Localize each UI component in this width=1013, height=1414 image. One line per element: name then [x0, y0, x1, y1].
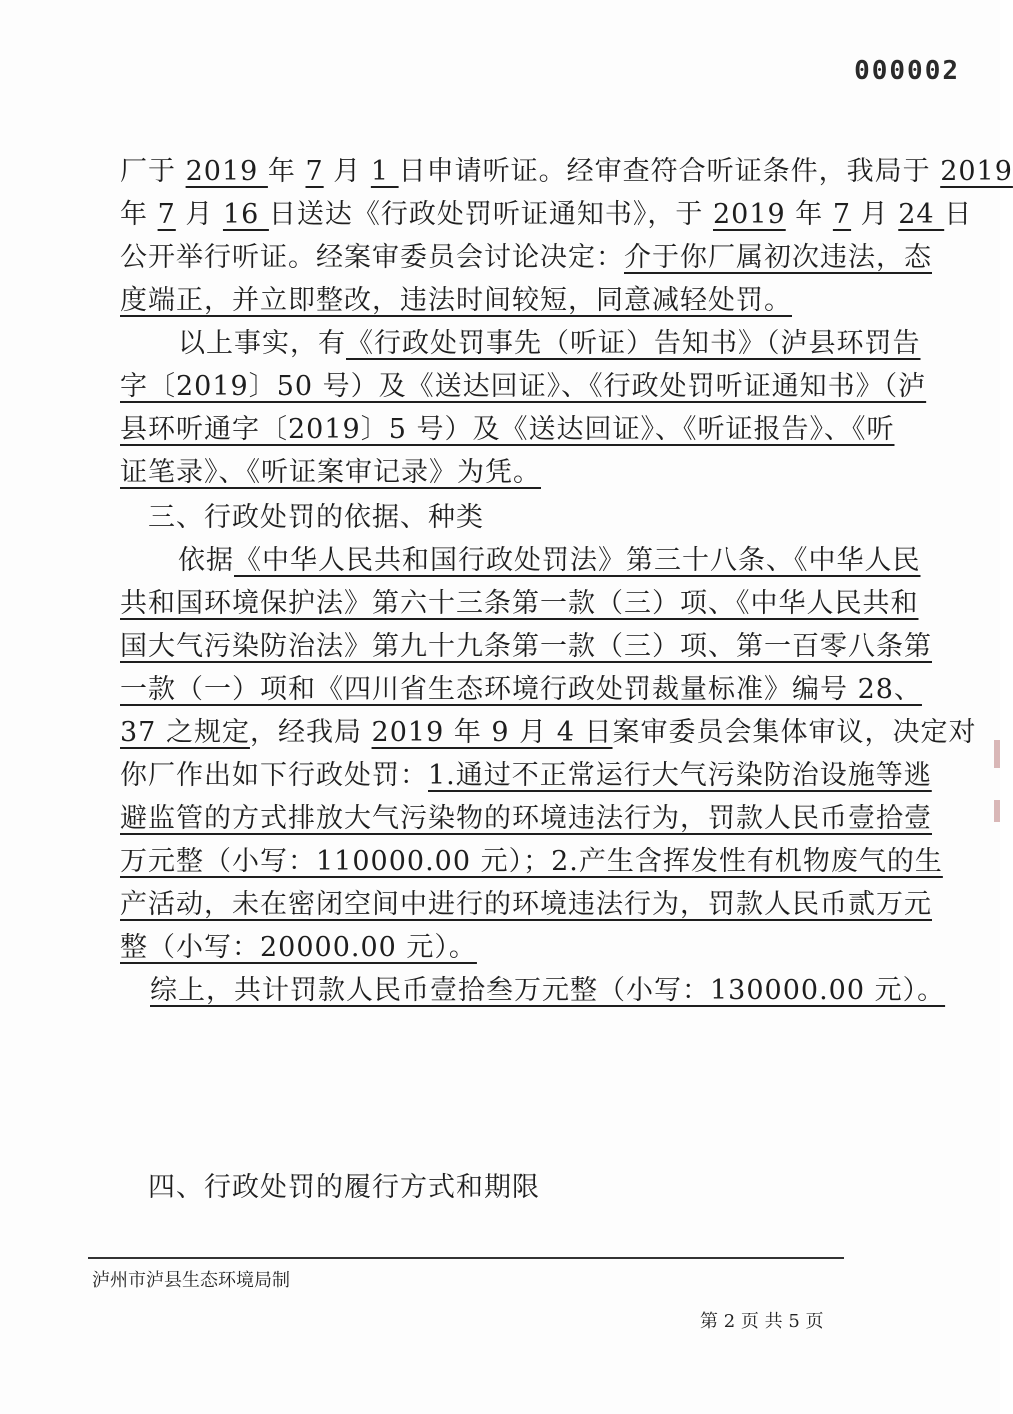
underlined-text: 2019 — [185, 156, 268, 187]
text-line — [120, 969, 946, 1012]
text-line — [120, 451, 910, 494]
section-heading: 三、行政处罚的依据、种类 — [148, 502, 484, 533]
section-heading: 四、行政处罚的履行方式和期限 — [148, 1172, 540, 1203]
underlined-text: 介于你厂属初次违法，态 — [624, 242, 932, 273]
plain-text: 年 — [267, 156, 306, 187]
underlined-text: 2019 — [940, 156, 1013, 187]
underlined-text: 《中华人民共和国行政处罚法》第三十八条、《中华人民 — [234, 545, 921, 576]
plain-text: 年 — [120, 199, 158, 230]
plain-text: 公开举行听证。经案审委员会讨论决定： — [120, 242, 624, 273]
underlined-text: 2019 — [713, 199, 786, 230]
plain-text: 以上事实，有 — [178, 328, 346, 359]
underlined-text: 证笔录》、《听证案审记录》为凭。 — [120, 457, 541, 488]
underlined-text: 一款（一）项和《四川省生态环境行政处罚裁量标准》编号 28、 — [120, 674, 922, 705]
page-stamp-number: 000002 — [854, 56, 960, 86]
plain-text: 依据 — [178, 545, 234, 576]
text-line — [120, 711, 977, 754]
text-line — [120, 150, 1013, 193]
text-line — [120, 408, 910, 451]
underlined-text: 37 之规定 — [120, 717, 250, 748]
underlined-text: 24 — [898, 199, 945, 230]
underlined-text: 避监管的方式排放大气污染物的环境违法行为，罚款人民币壹拾壹 — [120, 803, 932, 834]
underlined-text: 字〔2019〕50 号）及《送达回证》、《行政处罚听证通知书》（泸 — [120, 371, 927, 402]
text-line — [120, 236, 932, 279]
underlined-text: 综上，共计罚款人民币壹拾叁万元整（小写：130000.00 元）。 — [150, 975, 946, 1006]
plain-text: 月 — [851, 199, 899, 230]
document-body — [120, 150, 1013, 1012]
underlined-text: 1 — [370, 156, 399, 187]
plain-text: 案审委员会集体审议，决定对 — [612, 717, 977, 748]
text-line — [120, 582, 919, 625]
text-line — [120, 279, 910, 322]
footer-organization: 泸州市泸县生态环境局制 — [92, 1270, 290, 1291]
plain-text: 日 — [944, 199, 973, 230]
text-line — [120, 193, 973, 236]
underlined-text: 产活动，未在密闭空间中进行的环境违法行为，罚款人民币贰万元 — [120, 889, 932, 920]
text-line — [120, 539, 921, 582]
plain-text: 月 — [175, 199, 223, 230]
underlined-text: 万元整（小写：110000.00 元）；2.产生含挥发性有机物废气的生 — [120, 846, 943, 877]
text-line — [120, 883, 932, 926]
text-line — [120, 754, 932, 797]
plain-text: 你厂作出如下行政处罚： — [120, 760, 428, 791]
plain-text: 年 — [785, 199, 833, 230]
text-line — [120, 322, 921, 365]
underlined-text: 7 — [157, 199, 176, 230]
text-line — [120, 625, 932, 668]
underlined-text: 7 — [832, 199, 852, 230]
text-line — [120, 840, 943, 883]
plain-text: ，经我局 — [249, 717, 372, 748]
footer-divider — [88, 1257, 844, 1259]
plain-text: 日送达《行政处罚听证通知书》，于 — [268, 199, 713, 230]
text-line — [120, 365, 927, 408]
underlined-text: 《行政处罚事先（听证）告知书》（泸县环罚告 — [346, 328, 921, 359]
edge-stain — [994, 740, 1000, 768]
underlined-text: 7 — [305, 156, 324, 187]
text-line — [120, 926, 910, 969]
plain-text: 厂于 — [120, 156, 186, 187]
underlined-text: 16 — [222, 199, 269, 230]
underlined-text: 国大气污染防治法》第九十九条第一款（三）项、第一百零八条第 — [120, 631, 932, 662]
underlined-text: 1.通过不正常运行大气污染防治设施等逃 — [428, 760, 932, 791]
underlined-text: 共和国环境保护法》第六十三条第一款（三）项、《中华人民共和 — [120, 588, 919, 619]
plain-text: 日申请听证。经审查符合听证条件，我局于 — [398, 156, 941, 187]
edge-stain — [994, 800, 1000, 822]
plain-text: 月 — [323, 156, 371, 187]
underlined-text: 度端正，并立即整改，违法时间较短，同意减轻处罚。 — [120, 285, 792, 316]
underlined-text: 整（小写：20000.00 元）。 — [120, 932, 477, 963]
underlined-text: 县环听通字〔2019〕5 号）及《送达回证》、《听证报告》、《听 — [120, 414, 895, 445]
footer-page-info: 第 2 页 共 5 页 — [700, 1311, 824, 1332]
text-line — [120, 668, 922, 711]
underlined-text: 2019 年 9 月 4 日 — [371, 717, 613, 748]
text-line — [120, 797, 932, 840]
